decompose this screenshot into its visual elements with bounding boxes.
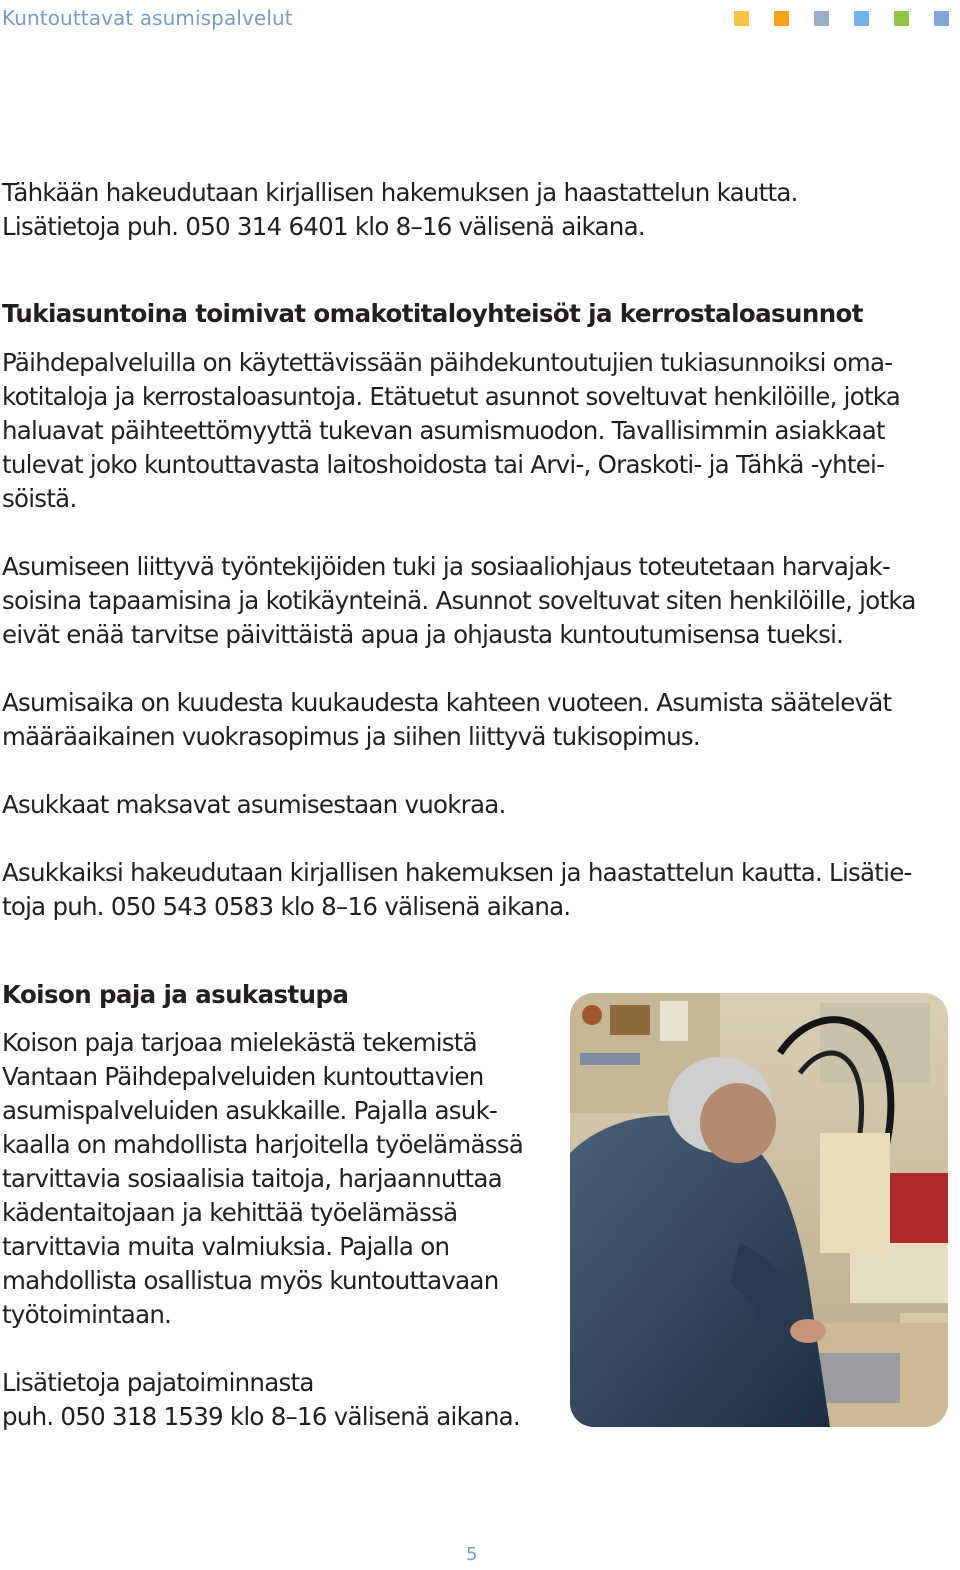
paragraph: [2, 856, 912, 924]
text-line: eivät enää tarvitse päivittäistä apua ja ohjausta kuntoutumisensa tueksi.: [2, 620, 844, 649]
color-squares: [734, 11, 949, 26]
workshop-photo: [570, 993, 948, 1427]
text-line: työtoimintaan.: [2, 1300, 172, 1329]
text-line: kotitaloja ja kerrostaloasuntoja. Etätuetut asunnot soveltuvat henkilöille, jotka: [2, 382, 901, 411]
text-line: mahdollista osallistua myös kuntouttavaan: [2, 1266, 499, 1295]
text-line: Lisätietoja puh. 050 314 6401 klo 8–16 välisenä aikana.: [2, 212, 645, 241]
color-square-orange: [774, 11, 789, 26]
text-line: Asumiseen liittyvä työntekijöiden tuki ja sosiaaliohjaus toteutetaan harvajak-: [2, 552, 891, 581]
paragraph: [2, 1366, 520, 1434]
paragraph: [2, 686, 891, 754]
text-line: puh. 050 318 1539 klo 8–16 välisenä aikana.: [2, 1402, 520, 1431]
text-line: tarvittavia muita valmiuksia. Pajalla on: [2, 1232, 450, 1261]
text-line: määräaikainen vuokrasopimus ja siihen liittyvä tukisopimus.: [2, 722, 700, 751]
text-line: Asukkaiksi hakeudutaan kirjallisen hakemuksen ja haastattelun kautta. Lisätie-: [2, 858, 912, 887]
color-square-yellow: [734, 11, 749, 26]
text-line: kädentaitojaan ja kehittää työelämässä: [2, 1198, 458, 1227]
paragraph: [2, 550, 916, 652]
text-line: Vantaan Päihdepalveluiden kuntouttavien: [2, 1062, 484, 1091]
intro-paragraph: [2, 176, 798, 244]
section-heading-tukiasunnot: Tukiasuntoina toimivat omakotitaloyhteisöt ja kerrostaloasunnot: [2, 299, 863, 328]
paragraph: [2, 788, 506, 822]
text-line: haluavat päihteettömyyttä tukevan asumismuodon. Tavallisimmin asiakkaat: [2, 416, 885, 445]
text-line: soisina tapaamisina ja kotikäynteinä. Asunnot soveltuvat siten henkilöille, jotka: [2, 586, 916, 615]
color-square-green: [894, 11, 909, 26]
text-line: Päihdepalveluilla on käytettävissään päihdekuntoutujien tukiasunnoiksi oma-: [2, 348, 893, 377]
page-number: 5: [466, 1544, 478, 1565]
text-line: kaalla on mahdollista harjoitella työelämässä: [2, 1130, 524, 1159]
color-square-grey-blue: [814, 11, 829, 26]
color-square-light-blue: [854, 11, 869, 26]
text-line: asumispalveluiden asukkaille. Pajalla asuk-: [2, 1096, 498, 1125]
running-title: Kuntouttavat asumispalvelut: [2, 6, 293, 30]
text-line: söistä.: [2, 484, 77, 513]
text-line: Asukkaat maksavat asumisestaan vuokraa.: [2, 790, 506, 819]
text-line: Tähkään hakeudutaan kirjallisen hakemuksen ja haastattelun kautta.: [2, 178, 798, 207]
text-line: tarvittavia sosiaalisia taitoja, harjaannuttaa: [2, 1164, 502, 1193]
text-line: Lisätietoja pajatoiminnasta: [2, 1368, 314, 1397]
paragraph: [2, 346, 900, 516]
text-line: Koison paja tarjoaa mielekästä tekemistä: [2, 1028, 477, 1057]
color-square-blue: [934, 11, 949, 26]
paragraph: [2, 1026, 523, 1332]
section-heading-koison-paja: Koison paja ja asukastupa: [2, 980, 349, 1009]
text-line: Asumisaika on kuudesta kuukaudesta kahteen vuoteen. Asumista säätelevät: [2, 688, 892, 717]
text-line: tulevat joko kuntouttavasta laitoshoidosta tai Arvi-, Oraskoti- ja Tähkä -yhtei-: [2, 450, 885, 479]
text-line: toja puh. 050 543 0583 klo 8–16 välisenä aikana.: [2, 892, 571, 921]
